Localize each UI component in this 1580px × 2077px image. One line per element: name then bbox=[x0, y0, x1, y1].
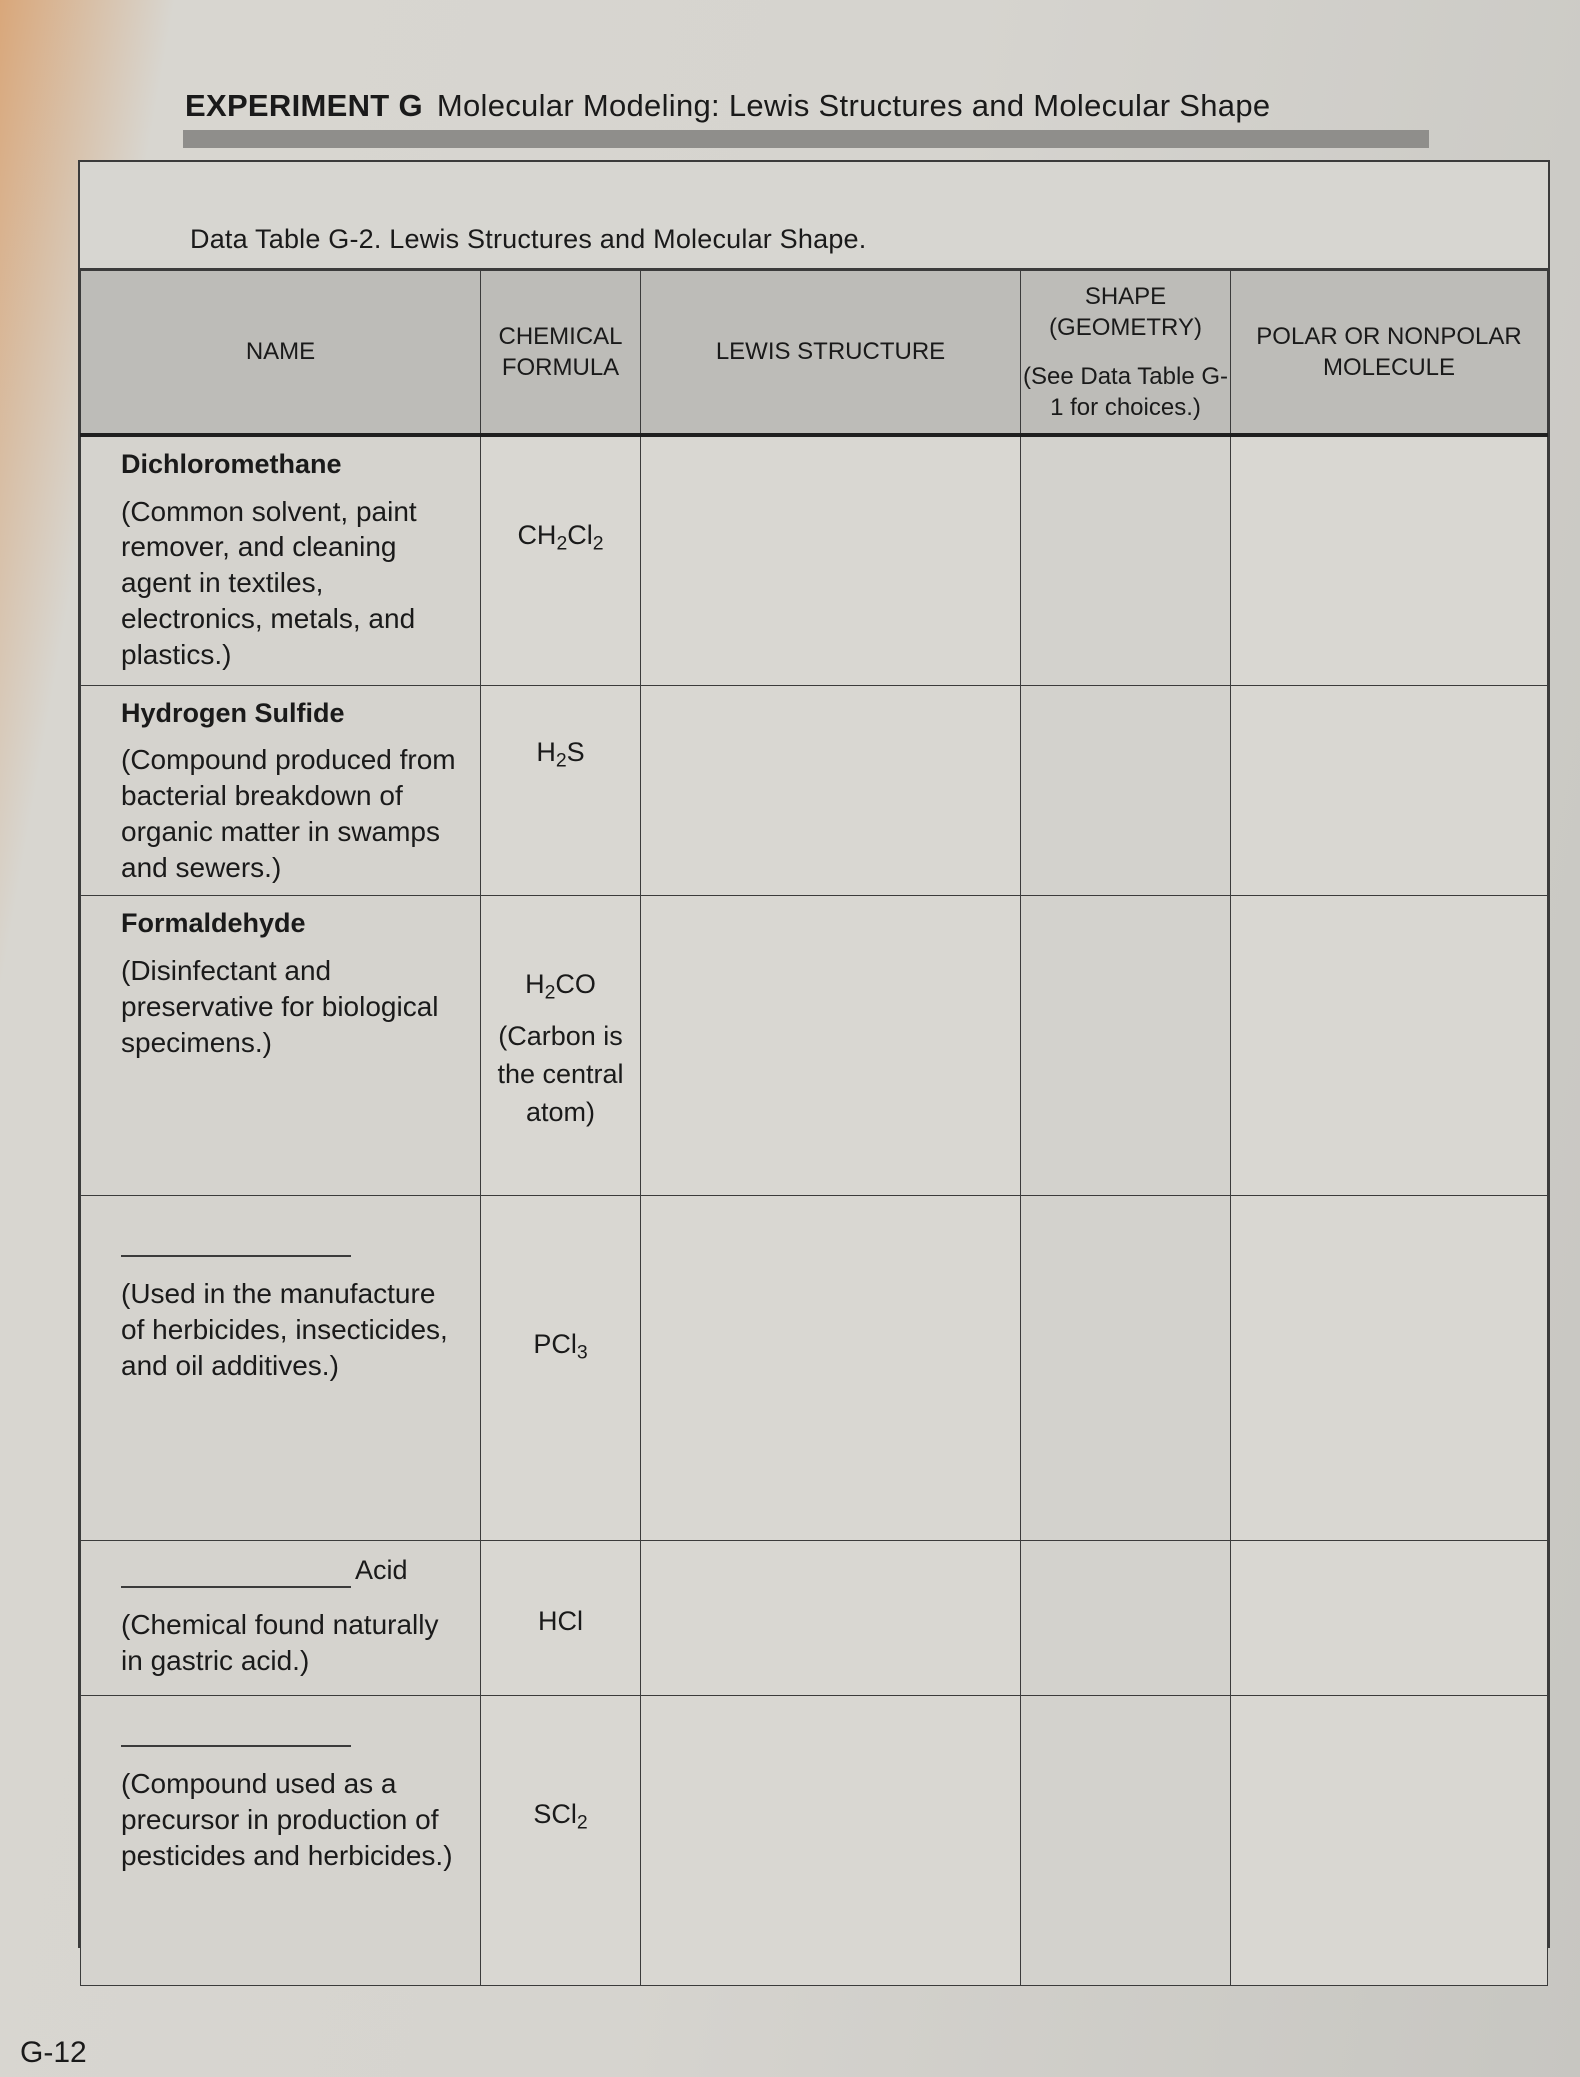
table-row bbox=[81, 435, 1548, 685]
polarity-cell[interactable] bbox=[1231, 896, 1548, 1196]
lewis-structure-cell[interactable] bbox=[641, 1696, 1021, 1986]
table-row bbox=[81, 1541, 1548, 1696]
shape-cell[interactable] bbox=[1021, 435, 1231, 685]
experiment-subtitle: Molecular Modeling: Lewis Structures and Molecular Shape bbox=[436, 88, 1271, 123]
column-header-lewis: LEWIS STRUCTURE bbox=[641, 271, 1021, 436]
column-header-shape bbox=[1021, 271, 1231, 436]
table-row bbox=[81, 1196, 1548, 1541]
lewis-structure-cell[interactable] bbox=[641, 1541, 1021, 1696]
name-blank-line[interactable] bbox=[121, 1225, 351, 1257]
lewis-structure-cell[interactable] bbox=[641, 435, 1021, 685]
compound-name: Hydrogen Sulfide bbox=[121, 697, 345, 728]
name-blank-line[interactable] bbox=[121, 1715, 351, 1747]
name-cell bbox=[81, 1541, 481, 1696]
table-row bbox=[81, 896, 1548, 1196]
shape-note: (See Data Table G-1 for choices.) bbox=[1023, 363, 1228, 422]
header-rule bbox=[183, 130, 1429, 148]
compound-description: (Compound used as a precursor in production of pesticides and herbicides.) bbox=[121, 1768, 453, 1872]
formula: HCl bbox=[538, 1606, 583, 1637]
formula: SCl$_2$ bbox=[533, 1799, 588, 1834]
compound-description: (Chemical found naturally in gastric acid.) bbox=[121, 1609, 439, 1677]
formula-note: (Carbon is the central atom) bbox=[497, 1021, 624, 1127]
formula-cell bbox=[481, 1541, 641, 1696]
polarity-cell[interactable] bbox=[1231, 435, 1548, 685]
table-row bbox=[81, 1696, 1548, 1986]
column-header-name: NAME bbox=[81, 271, 481, 436]
name-blank-line[interactable] bbox=[121, 1556, 351, 1588]
polarity-cell[interactable] bbox=[1231, 1196, 1548, 1541]
lewis-structure-cell[interactable] bbox=[641, 896, 1021, 1196]
polarity-cell[interactable] bbox=[1231, 685, 1548, 896]
data-table-sheet bbox=[78, 160, 1550, 1948]
column-header-polarity: POLAR OR NONPOLAR MOLECULE bbox=[1231, 271, 1548, 436]
shape-cell[interactable] bbox=[1021, 1696, 1231, 1986]
formula-cell bbox=[481, 435, 641, 685]
table-row bbox=[81, 685, 1548, 896]
table-header-row bbox=[81, 271, 1548, 436]
name-cell bbox=[81, 435, 481, 685]
name-cell bbox=[81, 685, 481, 896]
experiment-header bbox=[183, 70, 1429, 148]
table-caption: Data Table G-2. Lewis Structures and Molecular Shape. bbox=[80, 162, 1548, 270]
compound-name-suffix: Acid bbox=[355, 1555, 408, 1586]
formula: $H_2CO$ bbox=[525, 969, 596, 1004]
column-header-formula: CHEMICAL FORMULA bbox=[481, 271, 641, 436]
shape-cell[interactable] bbox=[1021, 1196, 1231, 1541]
compound-name: Formaldehyde bbox=[121, 908, 306, 939]
formula-cell bbox=[481, 685, 641, 896]
shape-cell[interactable] bbox=[1021, 685, 1231, 896]
name-cell bbox=[81, 1696, 481, 1986]
name-fill-in[interactable] bbox=[121, 1712, 466, 1746]
polarity-cell[interactable] bbox=[1231, 1541, 1548, 1696]
shape-cell[interactable] bbox=[1021, 896, 1231, 1196]
formula-cell bbox=[481, 1196, 641, 1541]
polarity-cell[interactable] bbox=[1231, 1696, 1548, 1986]
compound-description: (Used in the manufacture of herbicides, insecticides, and oil additives.) bbox=[121, 1278, 448, 1382]
shape-cell[interactable] bbox=[1021, 1541, 1231, 1696]
compound-description: (Disinfectant and preservative for biological specimens.) bbox=[121, 954, 439, 1058]
name-fill-in[interactable] bbox=[121, 1222, 466, 1256]
formula: PCl$_3$ bbox=[533, 1329, 588, 1364]
formula-cell bbox=[481, 1696, 641, 1986]
experiment-title bbox=[185, 88, 1270, 124]
lewis-structure-cell[interactable] bbox=[641, 1196, 1021, 1541]
formula: $CH_2Cl_2$ bbox=[517, 520, 604, 555]
formula-cell bbox=[481, 896, 641, 1196]
experiment-label: EXPERIMENT G bbox=[185, 88, 423, 123]
name-cell bbox=[81, 1196, 481, 1541]
shape-title-line-2: (GEOMETRY) bbox=[1049, 313, 1202, 341]
compound-description: (Common solvent, paint remover, and cleaning agent in textiles, electronics, metals, and plastics.) bbox=[121, 495, 417, 670]
formula: $H_2S$ bbox=[536, 736, 585, 771]
lewis-structure-cell[interactable] bbox=[641, 685, 1021, 896]
shape-title-line-1: SHAPE bbox=[1084, 282, 1167, 310]
data-table bbox=[80, 270, 1548, 1986]
name-fill-in[interactable] bbox=[121, 1553, 466, 1587]
compound-description: (Compound produced from bacterial breakdown of organic matter in swamps and sewers.) bbox=[121, 744, 456, 883]
page-number: G-12 bbox=[20, 2036, 87, 2069]
compound-name: Dichloromethane bbox=[121, 449, 342, 479]
name-cell bbox=[81, 896, 481, 1196]
